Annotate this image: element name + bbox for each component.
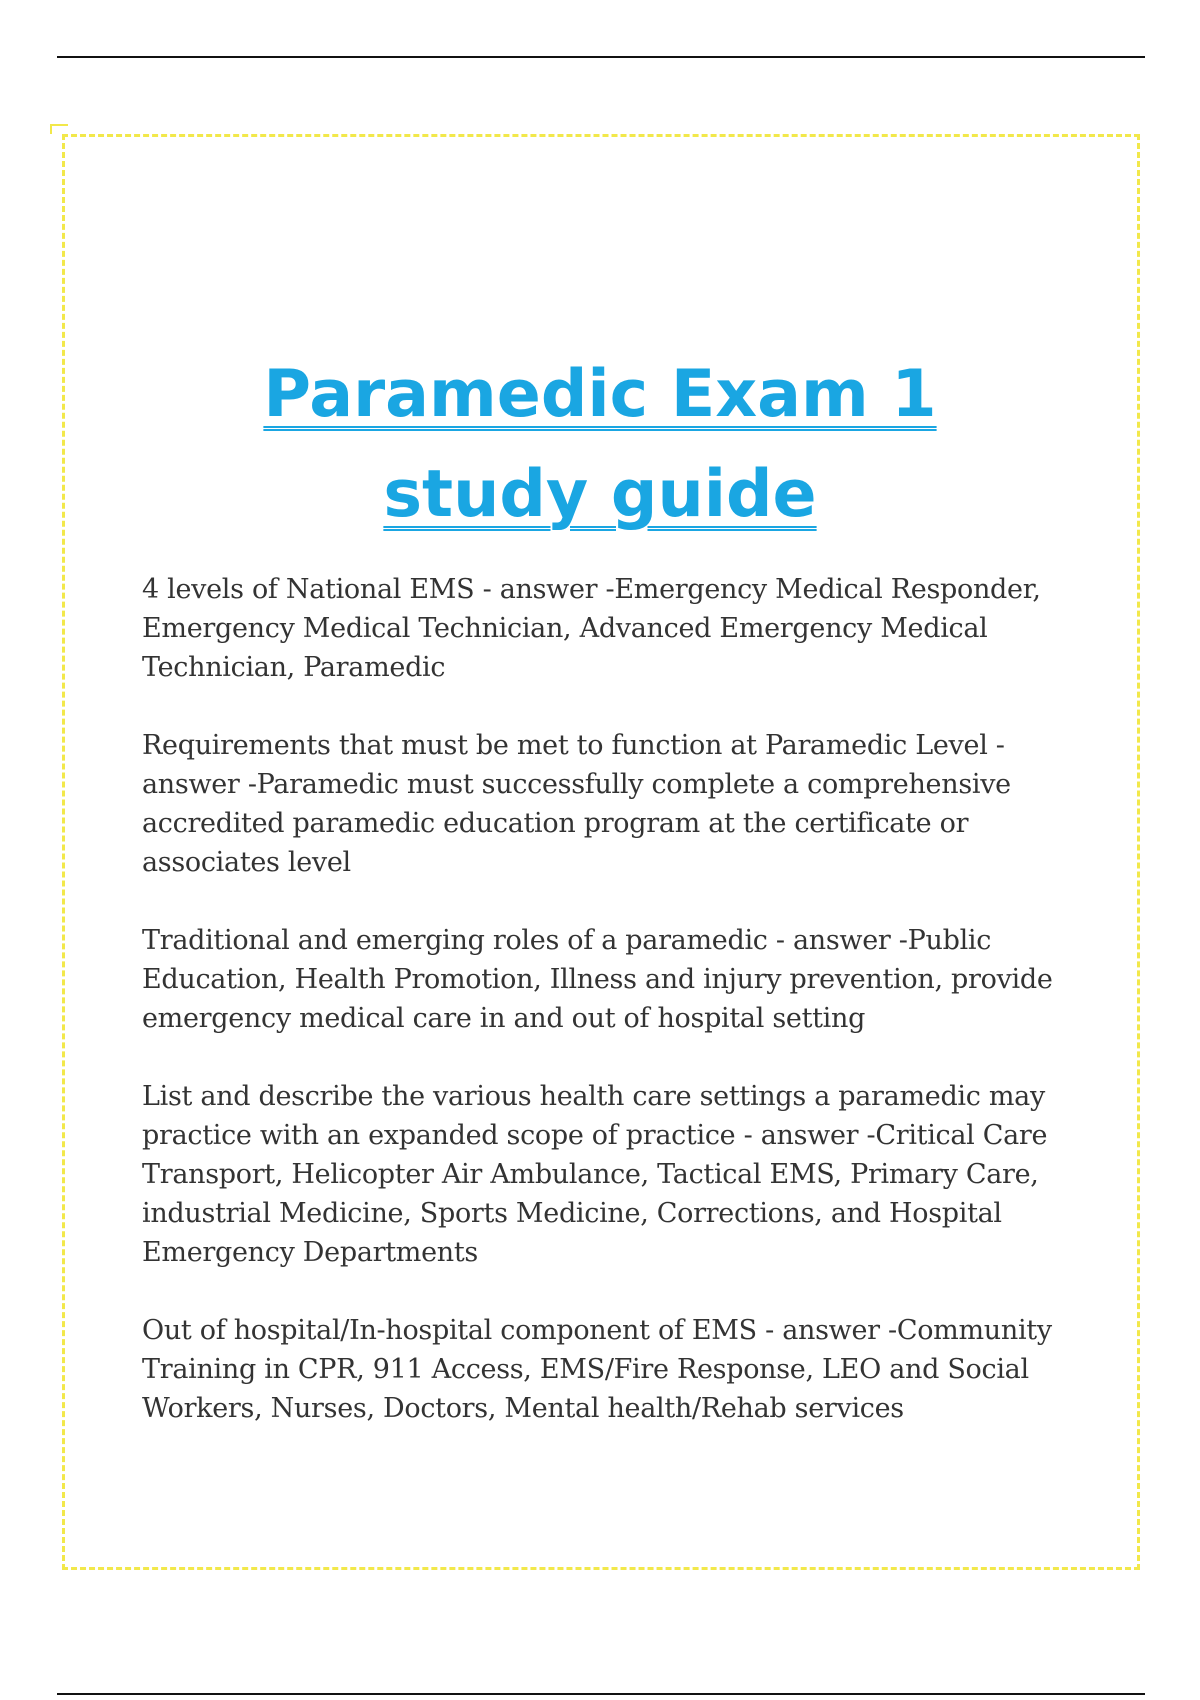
qa-entry-paramedic-requirements: Requirements that must be met to function at Paramedic Level - answer -Paramedic must successfully complete a comprehensive accredited paramedic education program at the certificate or associates level [142, 730, 1011, 878]
frame-corner-mark [50, 124, 68, 134]
study-guide-content [142, 570, 1077, 1467]
qa-entry-ems-levels: 4 levels of National EMS - answer -Emergency Medical Responder, Emergency Medical Technician, Advanced Emergency Medical Technician, Paramedic [142, 574, 1041, 683]
title-line-1: Paramedic Exam 1 [263, 357, 937, 432]
title-line-2: study guide [383, 457, 817, 532]
qa-entry-ems-components: Out of hospital/In-hospital component of EMS - answer -Community Training in CPR, 911 Access, EMS/Fire Response, LEO and Social Workers, Nurses, Doctors, Mental health/Rehab services [142, 1315, 1052, 1424]
page-title [0, 345, 1200, 545]
bottom-rule [57, 1693, 1145, 1695]
qa-entry-paramedic-roles: Traditional and emerging roles of a paramedic - answer -Public Education, Health Promotion, Illness and injury prevention, provide emergency medical care in and out of hospital setting [142, 925, 1053, 1034]
qa-entry-care-settings: List and describe the various health care settings a paramedic may practice with an expanded scope of practice - answer -Critical Care Transport, Helicopter Air Ambulance, Tactical EMS, Primary Care, industrial Medicine, Sports Medicine, Corrections, and Hospital Emergency Departments [142, 1081, 1048, 1268]
top-rule [57, 56, 1145, 58]
